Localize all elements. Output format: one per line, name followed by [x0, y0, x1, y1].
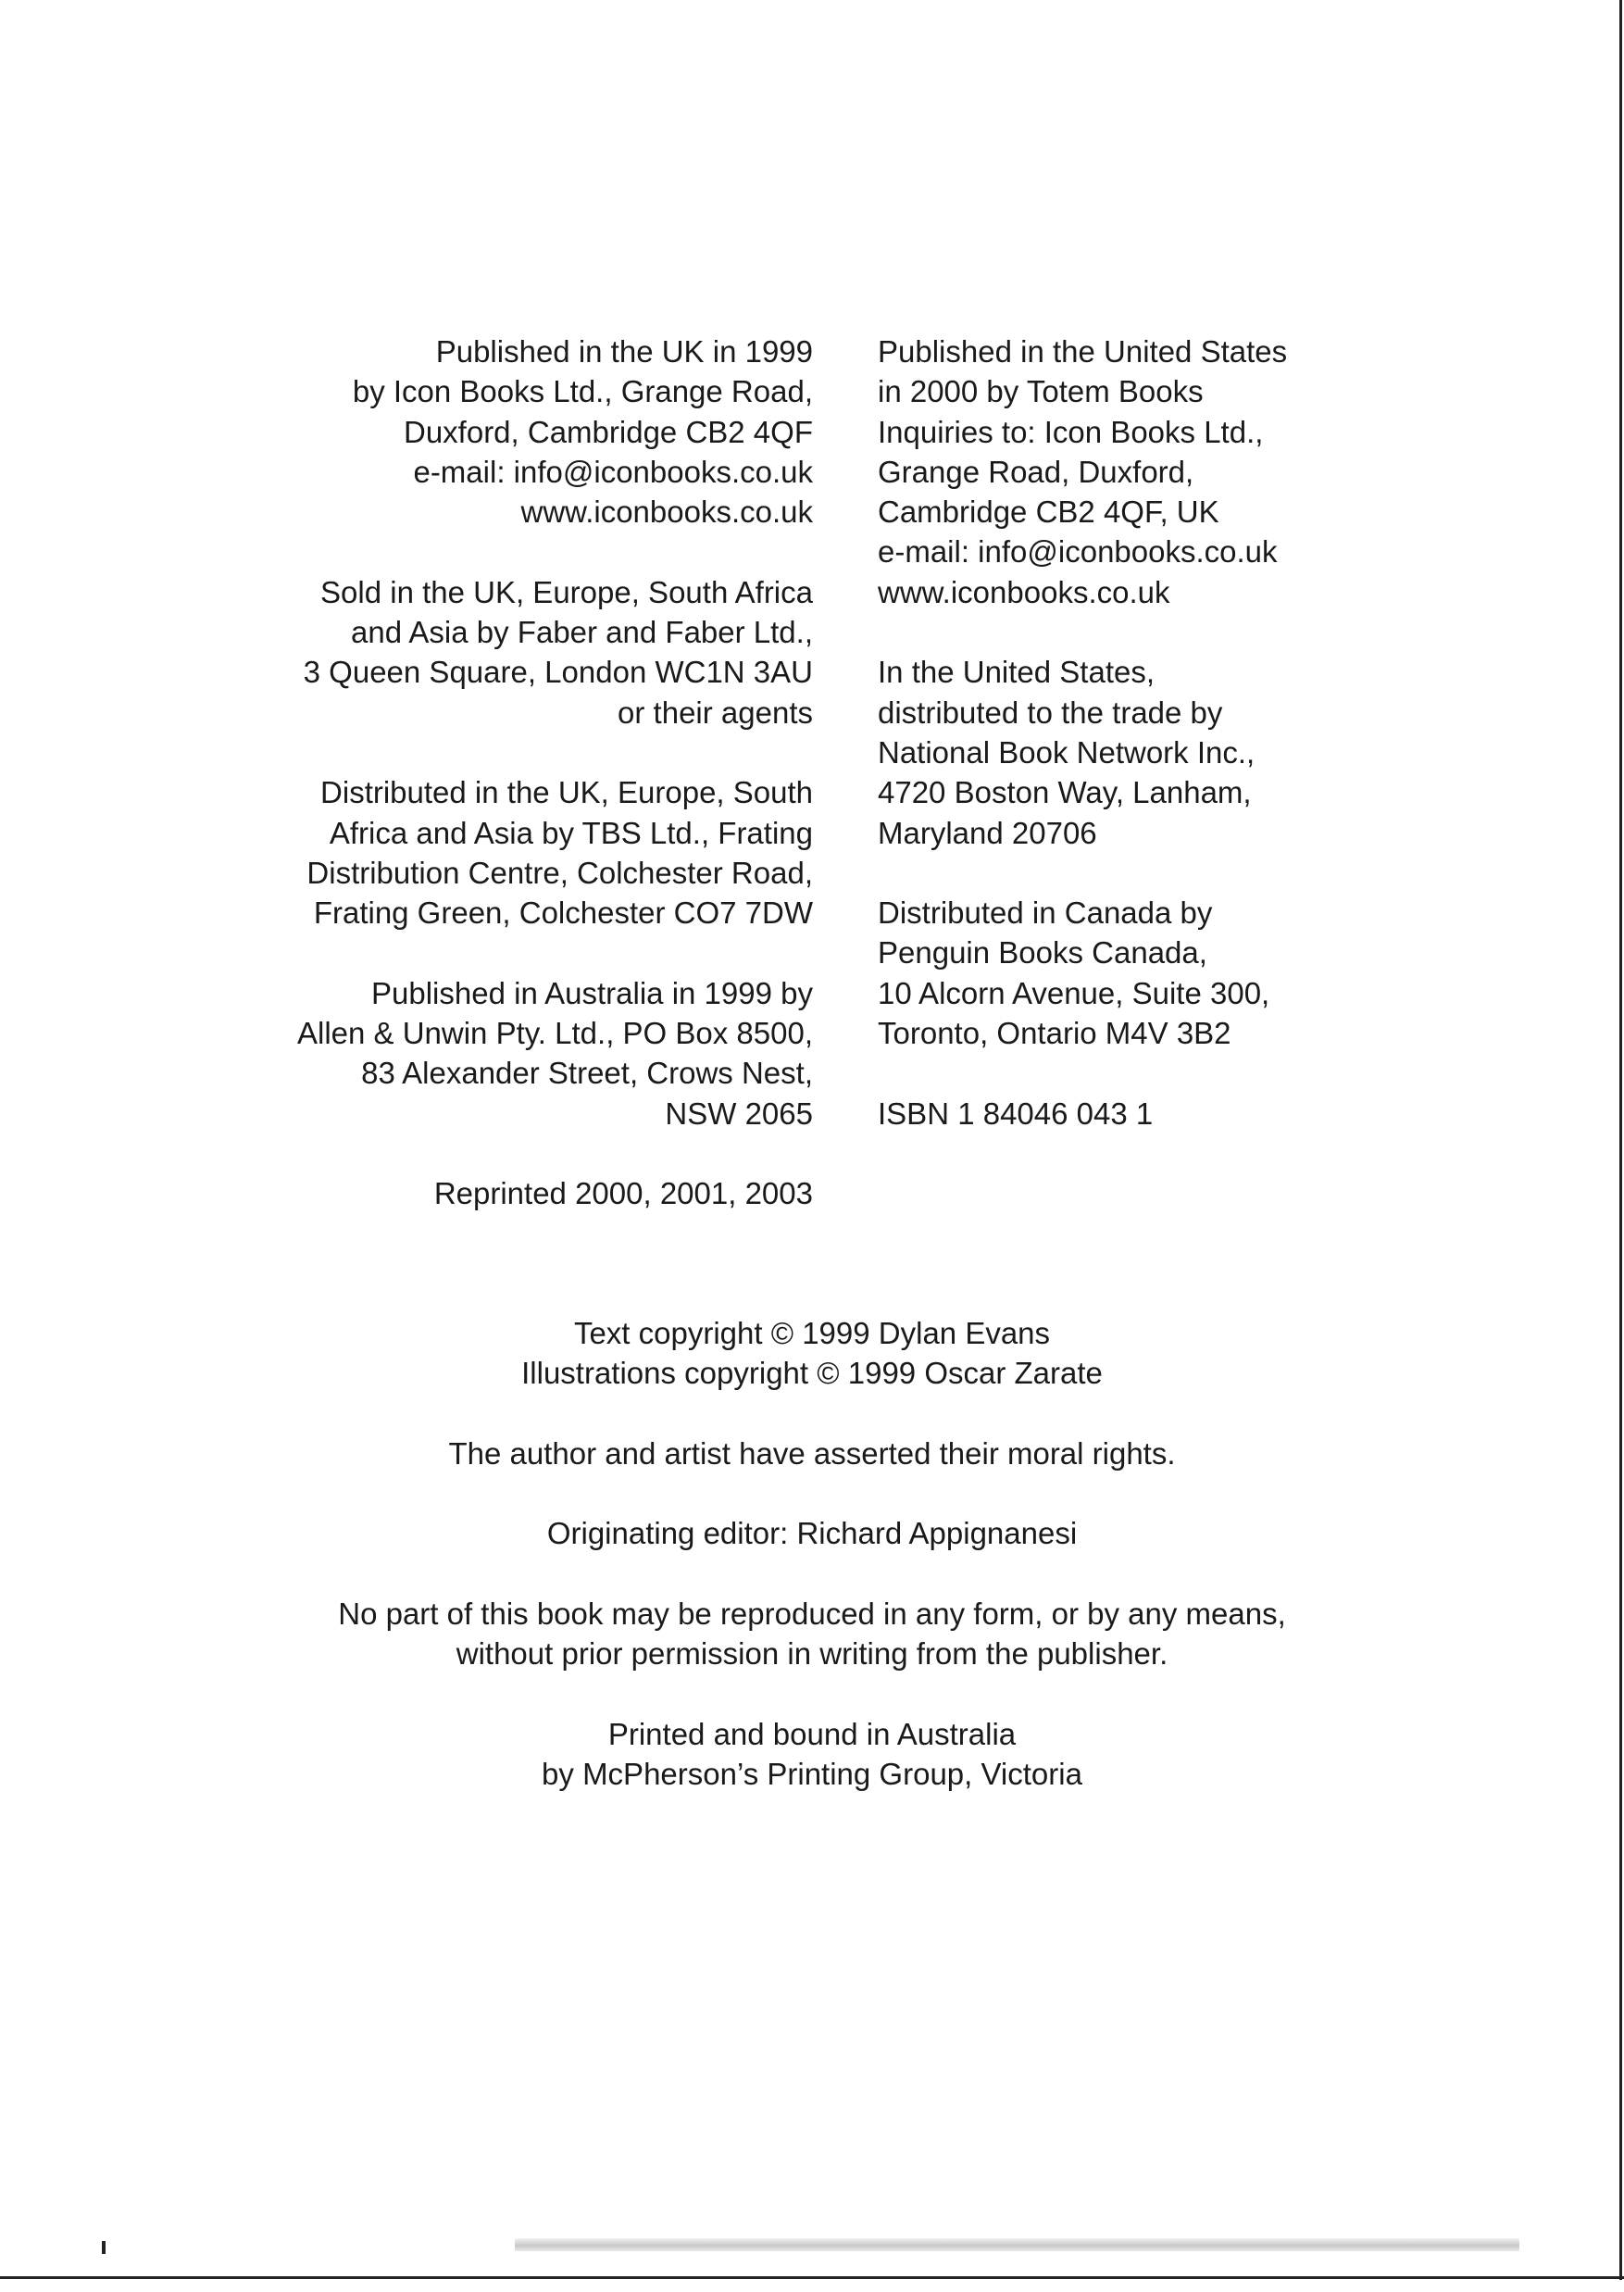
text-line: Grange Road, Duxford,	[878, 454, 1194, 489]
right-column	[878, 332, 1396, 1173]
left-info-block	[239, 1173, 813, 1213]
left-info-block	[239, 572, 813, 733]
notice-block	[0, 1594, 1624, 1674]
left-info-block	[239, 332, 813, 532]
text-line: or their agents	[618, 695, 813, 730]
text-line: Distributed in Canada by	[878, 896, 1213, 931]
notice-block	[0, 1513, 1624, 1553]
text-line: Maryland 20706	[878, 815, 1097, 850]
text-line: No part of this book may be reproduced in any form, or by any means,	[338, 1597, 1286, 1632]
text-line: NSW 2065	[665, 1096, 813, 1131]
bottom-page-edge	[0, 2276, 1624, 2279]
notice-block	[0, 1313, 1624, 1394]
left-info-block	[239, 772, 813, 933]
text-line: 4720 Boston Way, Lanham,	[878, 775, 1252, 810]
text-line: e-mail: info@iconbooks.co.uk	[413, 454, 813, 489]
right-info-block	[878, 652, 1396, 852]
text-line: e-mail: info@iconbooks.co.uk	[878, 534, 1278, 570]
text-line: The author and artist have asserted their moral rights.	[448, 1435, 1176, 1471]
text-line: by Icon Books Ltd., Grange Road,	[352, 374, 813, 409]
scan-smudge	[515, 2238, 1519, 2251]
text-line: Printed and bound in Australia	[607, 1716, 1017, 1751]
text-line: Reprinted 2000, 2001, 2003	[433, 1176, 813, 1211]
text-line: Penguin Books Canada,	[878, 935, 1207, 971]
text-line: Distribution Centre, Colchester Road,	[306, 855, 813, 890]
text-line: in 2000 by Totem Books	[878, 374, 1204, 409]
left-column	[239, 332, 813, 1254]
text-line: Sold in the UK, Europe, South Africa	[320, 574, 813, 609]
text-line: Africa and Asia by TBS Ltd., Frating	[329, 815, 813, 850]
text-line: www.iconbooks.co.uk	[878, 574, 1170, 609]
text-line: and Asia by Faber and Faber Ltd.,	[351, 615, 813, 650]
right-info-block	[878, 332, 1396, 612]
text-line: Inquiries to: Icon Books Ltd.,	[878, 414, 1264, 449]
centered-notices	[0, 1313, 1624, 1835]
text-line: National Book Network Inc.,	[878, 734, 1255, 770]
text-line: Published in the UK in 1999	[435, 334, 813, 369]
text-line: Distributed in the UK, Europe, South	[320, 775, 813, 810]
text-line: Published in the United States	[878, 334, 1288, 369]
text-line: 3 Queen Square, London WC1N 3AU	[303, 655, 813, 690]
left-info-block	[239, 973, 813, 1133]
text-line: Allen & Unwin Pty. Ltd., PO Box 8500,	[296, 1016, 813, 1051]
text-line: Frating Green, Colchester CO7 7DW	[313, 896, 813, 931]
text-line: Duxford, Cambridge CB2 4QF	[403, 414, 813, 449]
notice-block	[0, 1714, 1624, 1795]
text-line: 10 Alcorn Avenue, Suite 300,	[878, 975, 1270, 1010]
text-line: In the United States,	[878, 655, 1156, 690]
text-line: without prior permission in writing from the publisher.	[456, 1636, 1168, 1672]
text-line: ISBN 1 84046 043 1	[878, 1096, 1154, 1131]
notice-block	[0, 1434, 1624, 1473]
text-line: www.iconbooks.co.uk	[520, 495, 813, 530]
right-page-edge	[1619, 0, 1622, 2280]
right-info-block	[878, 1094, 1396, 1133]
text-line: distributed to the trade by	[878, 695, 1223, 730]
corner-mark	[102, 2241, 106, 2254]
text-line: Originating editor: Richard Appignanesi	[546, 1516, 1078, 1551]
text-line: Cambridge CB2 4QF, UK	[878, 495, 1219, 530]
text-line: by McPherson’s Printing Group, Victoria	[542, 1757, 1082, 1792]
text-line: Published in Australia in 1999 by	[371, 975, 813, 1010]
text-line: Toronto, Ontario M4V 3B2	[878, 1016, 1231, 1051]
text-line: Illustrations copyright © 1999 Oscar Zarate	[521, 1356, 1103, 1391]
text-line: Text copyright © 1999 Dylan Evans	[573, 1316, 1051, 1350]
right-info-block	[878, 893, 1396, 1053]
text-line: 83 Alexander Street, Crows Nest,	[361, 1056, 813, 1091]
